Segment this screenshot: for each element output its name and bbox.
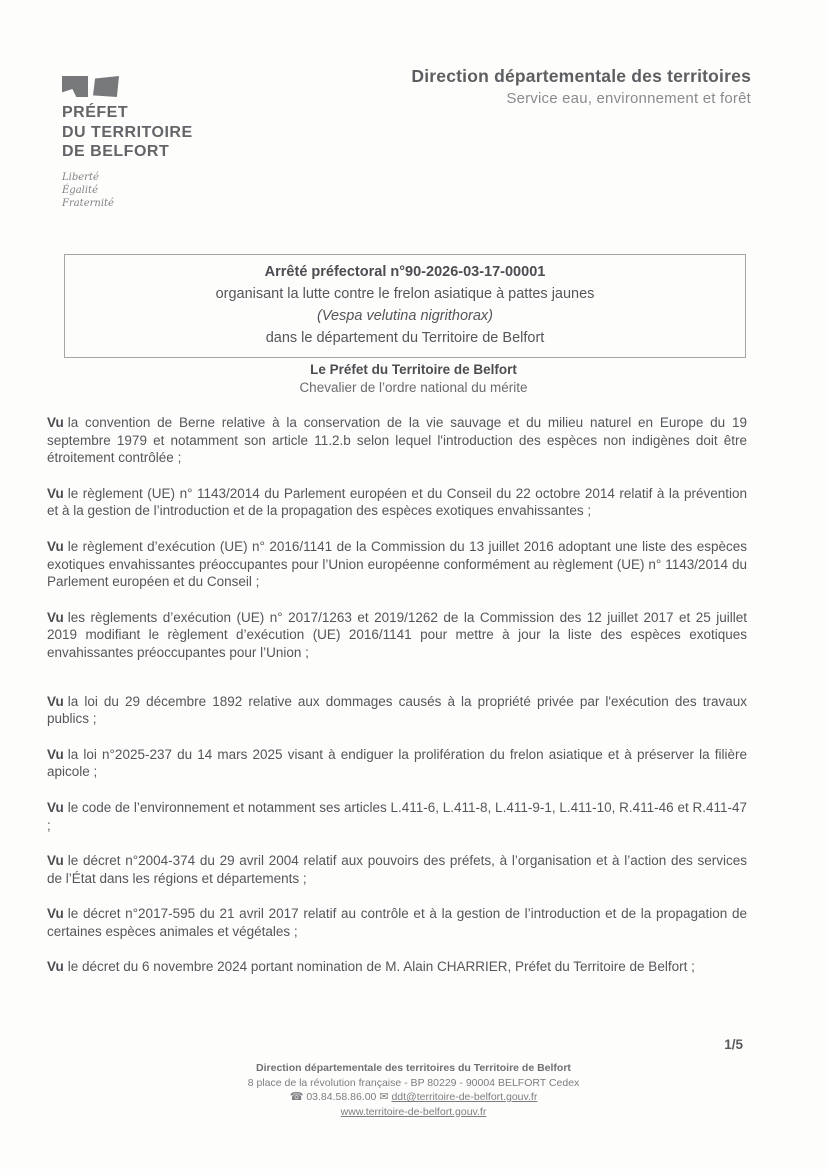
footer-direction: Direction départementale des territoires du Territoire de Belfort	[256, 1062, 571, 1074]
phone-icon: ☎	[289, 1091, 304, 1103]
motto-egalite: Égalité	[62, 184, 98, 196]
prefect-honor: Chevalier de l’ordre national du mérite	[299, 380, 528, 395]
footer-contact	[0, 1090, 827, 1105]
species-latin-name: (Vespa velutina nigrithorax)	[317, 308, 493, 324]
recital-paragraph	[47, 693, 747, 728]
prefect-title: Le Préfet du Territoire de Belfort	[310, 362, 517, 377]
footer-website-link[interactable]: www.territoire-de-belfort.gouv.fr	[340, 1105, 487, 1118]
logo-name-line2: DU TERRITOIRE	[62, 123, 193, 141]
motto-liberte: Liberté	[62, 171, 99, 183]
vu-lead: Vu	[47, 485, 64, 501]
recital-paragraph	[47, 746, 747, 781]
salutation	[0, 361, 827, 397]
recital-text: la convention de Berne relative à la conservation de la vie sauvage et du milieu naturel en Europe du 19 septembre 1979 et notamment son article 11.2.b selon lequel l'introduction des espèces non indigènes doit être étroitement contrôlée ;	[47, 415, 747, 466]
vu-lead: Vu	[47, 906, 64, 922]
logo-name-line1: PRÉFET	[62, 104, 129, 121]
recital-paragraph	[47, 958, 747, 976]
recital-paragraph	[47, 852, 747, 887]
logo-name-line3: DE BELFORT	[62, 143, 170, 160]
mail-icon: ✉	[379, 1091, 389, 1103]
decree-department-line: dans le département du Territoire de Belfort	[265, 330, 545, 346]
recital-paragraph	[47, 799, 747, 834]
recital-paragraph	[47, 905, 747, 940]
recital-text: la loi n°2025-237 du 14 mars 2025 visant à endiguer la prolifération du frelon asiatique et à préserver la filière apicole ;	[47, 746, 747, 780]
recital-paragraph	[47, 485, 747, 520]
recital-paragraph	[47, 538, 747, 591]
recital-text: le règlement (UE) n° 1143/2014 du Parlement européen et du Conseil du 22 octobre 2014 relatif à la prévention et à la gestion de l’introduction et de la propagation des espèces exotiques envahissantes ;	[47, 485, 747, 519]
decree-title-box	[64, 254, 746, 358]
vu-lead: Vu	[47, 538, 64, 554]
recital-text: le code de l’environnement et notamment ses articles L.411-6, L.411-8, L.411-9-1, L.411-10, R.411-46 et R.411-47 ;	[47, 799, 747, 833]
recital-text: le règlement d’exécution (UE) n° 2016/1141 de la Commission du 13 juillet 2016 adoptant une liste des espèces exotiques envahissantes préoccupantes pour l’Union européenne conformément au règlement (UE) n° 1143/2014 du Parlement européen et du Conseil ;	[47, 538, 747, 590]
recital-paragraph	[47, 414, 747, 467]
vu-lead: Vu	[47, 693, 64, 709]
recital-text: la loi du 29 décembre 1892 relative aux dommages causés à la propriété privée par l'exécution des travaux publics ;	[47, 693, 747, 727]
page-number: 1/5	[724, 1037, 743, 1052]
vu-lead: Vu	[47, 746, 64, 762]
vu-lead: Vu	[47, 609, 64, 625]
marianne-profile-icon	[93, 76, 119, 97]
department-header	[411, 66, 751, 107]
service-subtitle: Service eau, environnement et forêt	[506, 90, 751, 107]
vu-lead: Vu	[47, 959, 64, 975]
marianne-logo-icon	[62, 76, 193, 97]
vu-lead: Vu	[47, 853, 64, 869]
decree-subject-line: organisant la lutte contre le frelon asiatique à pattes jaunes	[215, 286, 595, 302]
recital-text: les règlements d’exécution (UE) n° 2017/1263 et 2019/1262 de la Commission des 12 juillet 2017 et 25 juillet 2019 modifiant le règlement d’exécution (UE) 2016/1141 pour mettre à jour la liste des espèces exotiques envahissantes préoccupantes pour l’Union ;	[47, 609, 747, 660]
motto-fraternite: Fraternité	[62, 197, 114, 209]
vu-lead: Vu	[47, 799, 64, 815]
footer	[0, 1061, 827, 1119]
marianne-flag-icon	[62, 76, 88, 97]
footer-address: 8 place de la révolution française - BP 80229 - 90004 BELFORT Cedex	[247, 1076, 580, 1089]
prefecture-logo	[62, 76, 193, 210]
recital-text: le décret n°2004-374 du 29 avril 2004 relatif aux pouvoirs des préfets, à l’organisation et à l’action des services de l’État dans les régions et départements ;	[47, 853, 747, 886]
recitals-body	[47, 414, 747, 994]
vu-lead: Vu	[47, 415, 64, 430]
direction-title: Direction départementale des territoires	[411, 66, 751, 86]
footer-phone: 03.84.58.86.00	[306, 1091, 377, 1103]
recital-paragraph	[47, 609, 747, 662]
footer-email-link[interactable]: ddt@territoire-de-belfort.gouv.fr	[391, 1091, 538, 1103]
decree-number: Arrêté préfectoral n°90-2026-03-17-00001	[264, 264, 546, 280]
recital-text: le décret n°2017-595 du 21 avril 2017 relatif au contrôle et à la gestion de l’introduction et de la propagation de certaines espèces animales et végétales ;	[47, 906, 747, 939]
recital-text: le décret du 6 novembre 2024 portant nomination de M. Alain CHARRIER, Préfet du Territoire de Belfort ;	[67, 959, 695, 975]
